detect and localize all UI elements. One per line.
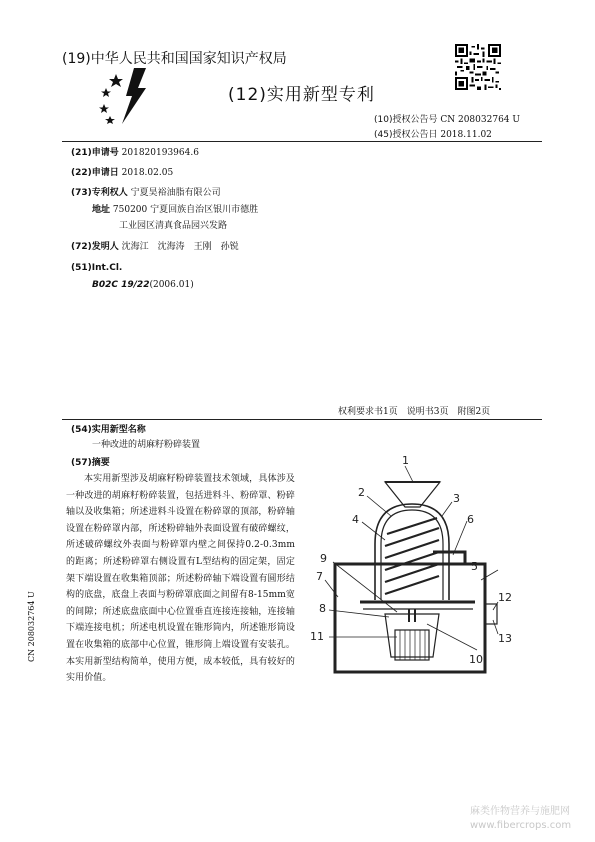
part-label-12: 12	[498, 591, 512, 604]
device-drawing	[305, 452, 520, 677]
part-label-7: 7	[316, 570, 323, 583]
site-watermark	[470, 805, 571, 833]
qr-code-icon	[455, 44, 501, 90]
part-label-10: 10	[469, 653, 483, 666]
publication-number-row	[374, 112, 520, 125]
issuing-office: (19)中华人民共和国国家知识产权局	[62, 51, 287, 67]
cnipa-emblem-icon	[96, 66, 166, 126]
part-label-5: 5	[471, 560, 478, 573]
intcl-year: (2006.01)	[149, 280, 194, 290]
watermark-line-1: 麻类作物营养与施肥网	[470, 806, 570, 817]
header-divider	[62, 141, 542, 142]
side-publication-code: CN 208032764 U	[27, 591, 36, 662]
part-label-13: 13	[498, 632, 512, 645]
abstract-label: (57)摘要	[71, 458, 110, 468]
address-row	[92, 203, 258, 217]
watermark-line-2: www.fibercrops.com	[470, 820, 572, 831]
part-label-4: 4	[352, 513, 359, 526]
inventors: 沈海江 沈海涛 王刚 孙锐	[121, 242, 239, 252]
publication-number-label: (10)授权公告号	[374, 115, 438, 125]
patentee-label: (73)专利权人	[71, 188, 128, 198]
intcl-label: (51)Int.Cl.	[71, 263, 123, 273]
publication-date: 2018.11.02	[440, 130, 492, 140]
part-label-8: 8	[319, 602, 326, 615]
application-number-label: (21)申请号	[71, 148, 119, 158]
inventors-row	[71, 240, 239, 254]
part-label-2: 2	[358, 486, 365, 499]
publication-date-row	[374, 127, 492, 140]
application-number-row	[71, 146, 199, 160]
address-line-1: 750200 宁夏回族自治区银川市德胜	[112, 205, 259, 215]
filing-date: 2018.02.05	[121, 168, 174, 178]
inventors-label: (72)发明人	[71, 242, 119, 252]
abstract-text: 本实用新型涉及胡麻籽粉碎装置技术领域，具体涉及一种改进的胡麻籽粉碎装置，包括进料斗、粉碎罩、粉碎轴以及收集箱；所述进料斗设置在粉碎罩的顶部，粉碎轴设置在粉碎罩内部，所述粉碎轴外表面设置有破碎螺纹，所述破碎螺纹外表面与粉碎罩内壁之间保持0.2-0.3mm的距离；所述粉碎罩右侧设置有L型结构的固定架，固定架下端设置在收集箱顶部；所述粉碎轴下端设置有圆形结构的底盘，底盘上表面与粉碎罩底面之间留有8-15mm宽的间隙；所述底盘底面中心位置垂直连接连接轴，连接轴下端连接电机；所述电机设置在锥形筒内，所述锥形筒设置在收集箱的底部中心位置，锥形筒上端设置有安装孔。本实用新型结构简单，使用方便，成本较低，具有较好的实用价值。	[66, 474, 295, 684]
part-label-3: 3	[453, 492, 460, 505]
document-type-title: (12)实用新型专利	[228, 85, 375, 105]
part-label-1: 1	[402, 454, 409, 467]
utility-model-title: 一种改进的胡麻籽粉碎装置	[92, 440, 201, 450]
title-label: (54)实用新型名称	[71, 425, 146, 435]
application-number: 201820193964.6	[121, 148, 199, 158]
address-label: 地址	[92, 205, 111, 215]
filing-date-label: (22)申请日	[71, 168, 119, 178]
pages-info: 权利要求书1页 说明书3页 附图2页	[338, 407, 491, 417]
address-line-2: 工业园区清真食品园兴发路	[119, 221, 228, 231]
part-label-11: 11	[310, 630, 324, 643]
part-label-6: 6	[467, 513, 474, 526]
pages-divider	[62, 419, 542, 420]
filing-date-row	[71, 166, 173, 180]
patentee: 宁夏昊裕油脂有限公司	[130, 188, 221, 198]
patentee-row	[71, 186, 221, 200]
part-label-9: 9	[320, 552, 327, 565]
publication-date-label: (45)授权公告日	[374, 130, 438, 140]
intcl-code: B02C 19/22	[92, 280, 150, 290]
intcl-row	[92, 278, 194, 292]
publication-number: CN 208032764 U	[440, 115, 520, 125]
